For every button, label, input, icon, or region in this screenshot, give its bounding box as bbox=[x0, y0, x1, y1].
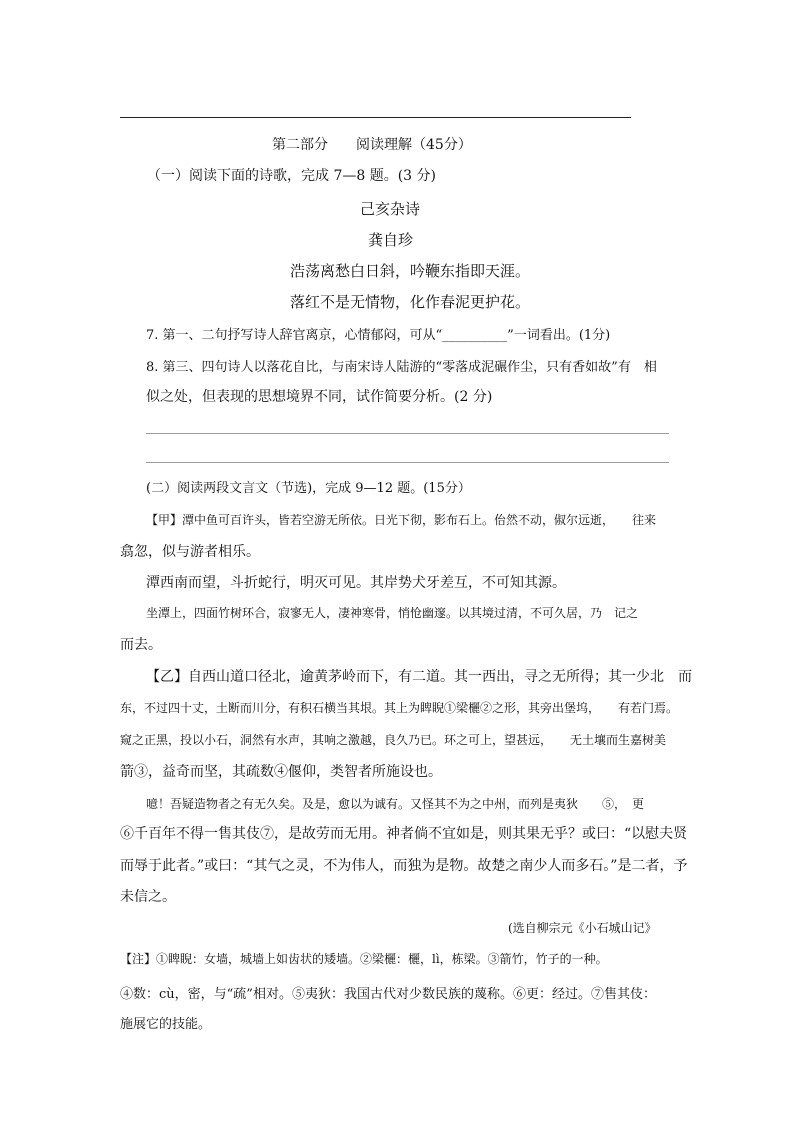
answer-line-2 bbox=[146, 462, 669, 463]
notes-line2: ④数：cù，密，与“疏”相对。⑤夷狄：我国古代对少数民族的蔑称。⑥更：经过。⑦售其伎： bbox=[120, 987, 656, 1002]
part-title: 第二部分 阅读理解（45分） bbox=[272, 137, 472, 153]
top-rule bbox=[120, 117, 631, 118]
source-citation: (选自柳宗元《小石城山记》 bbox=[508, 921, 657, 935]
notes-line3: 施展它的技能。 bbox=[120, 1017, 212, 1032]
section2-heading: (二）阅读两段文言文（节选)，完成 9—12 题。(15分） bbox=[146, 481, 471, 496]
section1-heading: （一）阅读下面的诗歌，完成 7—8 题。(3 分) bbox=[147, 168, 436, 184]
yi-line3: 窥之正黑，投以小石，洞然有水声，其响之激越，良久乃已。环之可上，望甚远， 无土壤而生嘉树美 bbox=[120, 733, 667, 747]
question-7: 7. 第一、二句抒写诗人辞官离京，心情郁闷，可从“__________”一词看出。(1分) bbox=[146, 328, 611, 343]
poem-line-1: 浩荡离愁白日斜，吟鞭东指即天涯。 bbox=[290, 262, 531, 280]
yi-line4: 箭③，益奇而坚，其疏数④偃仰，类智者所施设也。 bbox=[120, 764, 442, 780]
jia-para2: 潭西南而望，斗折蛇行，明灭可见。其岸势犬牙差互，不可知其源。 bbox=[146, 575, 566, 591]
poem-title: 己亥杂诗 bbox=[360, 200, 421, 218]
yi-line2: 东，不过四十丈，土断而川分，有积石横当其垠。其上为睥睨①梁欐②之形，其旁出堡坞， 有若门焉。 bbox=[120, 701, 679, 715]
comment-line2: ⑥千百年不得一售其伎⑦，是故劳而无用。神者倘不宜如是，则其果无乎？或曰：“以慰夫贤 bbox=[120, 826, 688, 842]
question-8-line-2: 似之处，但表现的思想境界不同，试作简要分析。(2 分) bbox=[146, 389, 493, 405]
notes-line1: 【注】①睥睨：女墙，城墙上如齿状的矮墙。②梁欐：欐，lì，栋梁。③箭竹，竹子的一种。 bbox=[120, 952, 608, 966]
poem-author: 龚自珍 bbox=[368, 231, 414, 249]
comment-line1: 噫！吾疑造物者之有无久矣。及是，愈以为诚有。又怪其不为之中州，而列是夷狄 ⑤， 更 bbox=[146, 797, 645, 811]
poem-line-2: 落红不是无情物，化作春泥更护花。 bbox=[290, 293, 531, 311]
comment-line3: 而辱于此者。”或曰：“其气之灵，不为伟人，而独为是物。故楚之南少人而多石。”是二者，予 bbox=[120, 858, 688, 874]
jia-para3-line1: 坐潭上，四面竹树环合，寂寥无人，凄神寒骨，悄怆幽邃。以其境过清，不可久居，乃 记之 bbox=[146, 606, 639, 620]
comment-line4: 未信之。 bbox=[120, 889, 176, 905]
jia-para3-line2: 而去。 bbox=[120, 637, 162, 653]
answer-line-1 bbox=[146, 433, 669, 434]
jia-para1-line1: 【甲】潭中鱼可百许头，皆若空游无所依。日光下彻，影布石上。佁然不动，俶尔远逝， 往来 bbox=[146, 513, 657, 527]
question-8-line-1: 8. 第三、四句诗人以落花自比，与南宋诗人陆游的“零落成泥碾作尘，只有香如故”有 相 bbox=[146, 360, 657, 375]
yi-line1: 【乙】自西山道口径北，逾黄茅岭而下，有二道。其一西出，寻之无所得；其一少北 而 bbox=[146, 669, 692, 685]
jia-para1-line2: 翕忽，似与游者相乐。 bbox=[120, 544, 260, 560]
